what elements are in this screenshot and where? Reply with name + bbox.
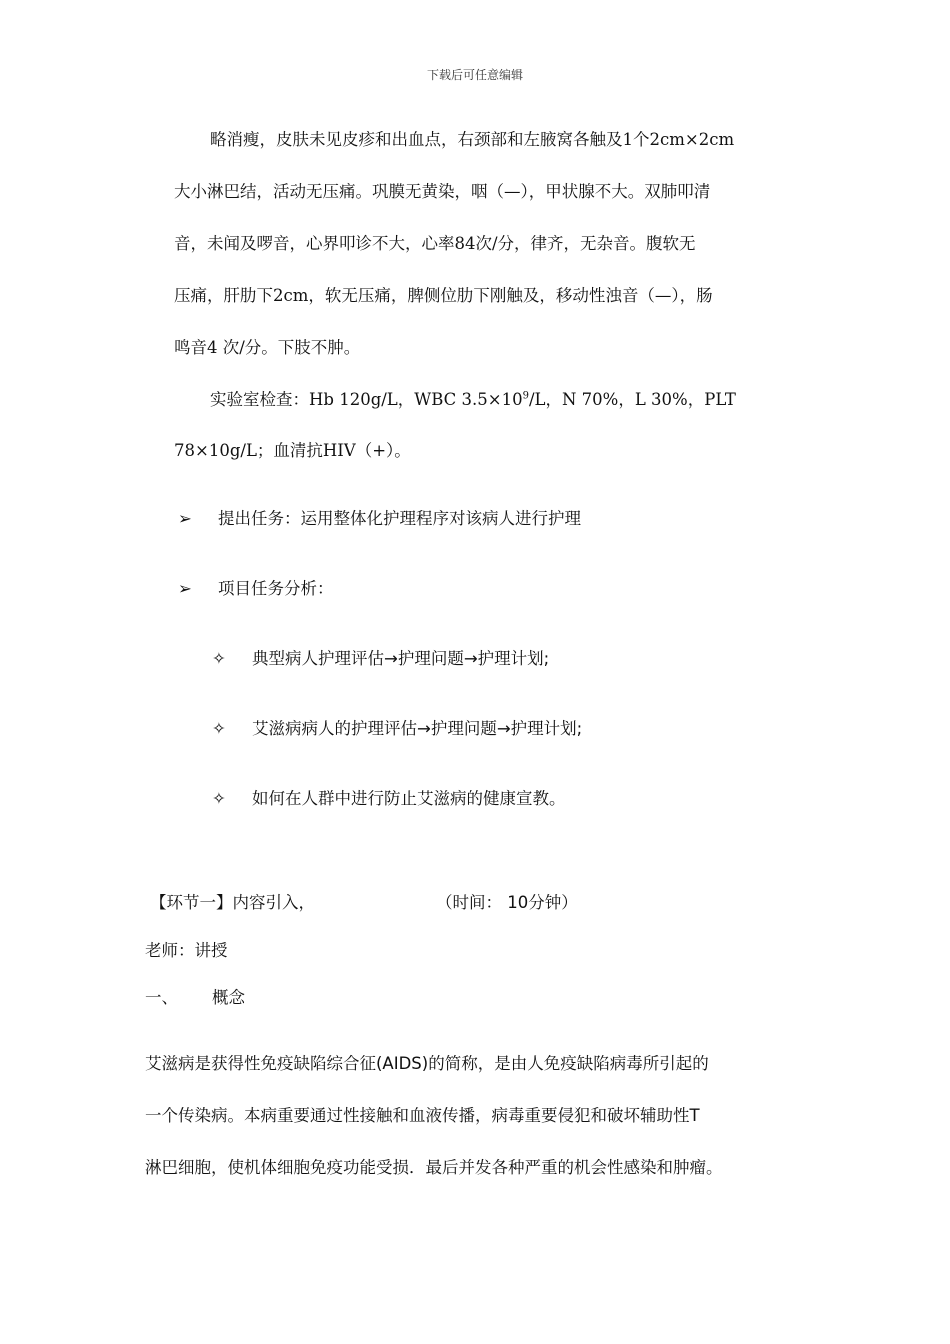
exam-line-2: 大小淋巴结，活动无压痛。巩膜无黄染，咽（—），甲状腺不大。双肺叩清 bbox=[174, 182, 711, 201]
task-item bbox=[178, 505, 581, 529]
arrow-bullet-icon: ➢ bbox=[178, 579, 192, 598]
task-text: 提出任务：运用整体化护理程序对该病人进行护理 bbox=[218, 509, 581, 528]
lab-line-2: 78×10g/L；血清抗HIV（+）。 bbox=[174, 441, 411, 460]
star-bullet-icon: ✧ bbox=[212, 649, 226, 668]
lab-line-1-post: /L，N 70%，L 30%，PLT bbox=[528, 390, 736, 409]
section-time: （时间： 10分钟） bbox=[436, 893, 578, 912]
exam-line-3: 音，未闻及啰音，心界叩诊不大，心率84次/分，律齐，无杂音。腹软无 bbox=[174, 234, 696, 253]
subtask-text: 艾滋病病人的护理评估→护理问题→护理计划; bbox=[252, 719, 583, 738]
heading-text: 概念 bbox=[212, 988, 245, 1007]
concept-line-2: 一个传染病。本病重要通过性接触和血液传播，病毒重要侵犯和破坏辅助性T bbox=[145, 1106, 700, 1125]
exam-line-5: 鸣音4 次/分。下肢不肿。 bbox=[174, 338, 361, 357]
heading-number: 一、 bbox=[145, 988, 178, 1007]
subtask-item bbox=[212, 785, 566, 809]
star-bullet-icon: ✧ bbox=[212, 719, 226, 738]
exam-line-1: 略消瘦，皮肤未见皮疹和出血点，右颈部和左腋窝各触及1个2cm×2cm bbox=[210, 130, 735, 149]
teacher-line: 老师：讲授 bbox=[145, 941, 228, 960]
lab-line-1-pre: 实验室检查：Hb 120g/L，WBC 3.5×10 bbox=[210, 390, 523, 409]
exam-line-4: 压痛，肝肋下2cm，软无压痛，脾侧位肋下刚触及，移动性浊音（—），肠 bbox=[174, 286, 713, 305]
task-text: 项目任务分析： bbox=[218, 579, 334, 598]
concept-line-3: 淋巴细胞，使机体细胞免疫功能受损．最后并发各种严重的机会性感染和肿瘤。 bbox=[145, 1158, 723, 1177]
concept-line-1: 艾滋病是获得性免疫缺陷综合征(AIDS)的简称，是由人免疫缺陷病毒所引起的 bbox=[145, 1054, 709, 1073]
task-item bbox=[178, 575, 334, 599]
subtask-item bbox=[212, 715, 582, 739]
star-bullet-icon: ✧ bbox=[212, 789, 226, 808]
subtask-item bbox=[212, 645, 549, 669]
subtask-text: 典型病人护理评估→护理问题→护理计划; bbox=[252, 649, 550, 668]
lab-line-1 bbox=[210, 386, 736, 410]
page-header: 下载后可任意编辑 bbox=[426, 68, 523, 82]
section-title: 【环节一】内容引入， bbox=[150, 893, 315, 912]
lab-superscript: 9 bbox=[522, 390, 529, 402]
arrow-bullet-icon: ➢ bbox=[178, 509, 192, 528]
subtask-text: 如何在人群中进行防止艾滋病的健康宣教。 bbox=[252, 789, 566, 808]
